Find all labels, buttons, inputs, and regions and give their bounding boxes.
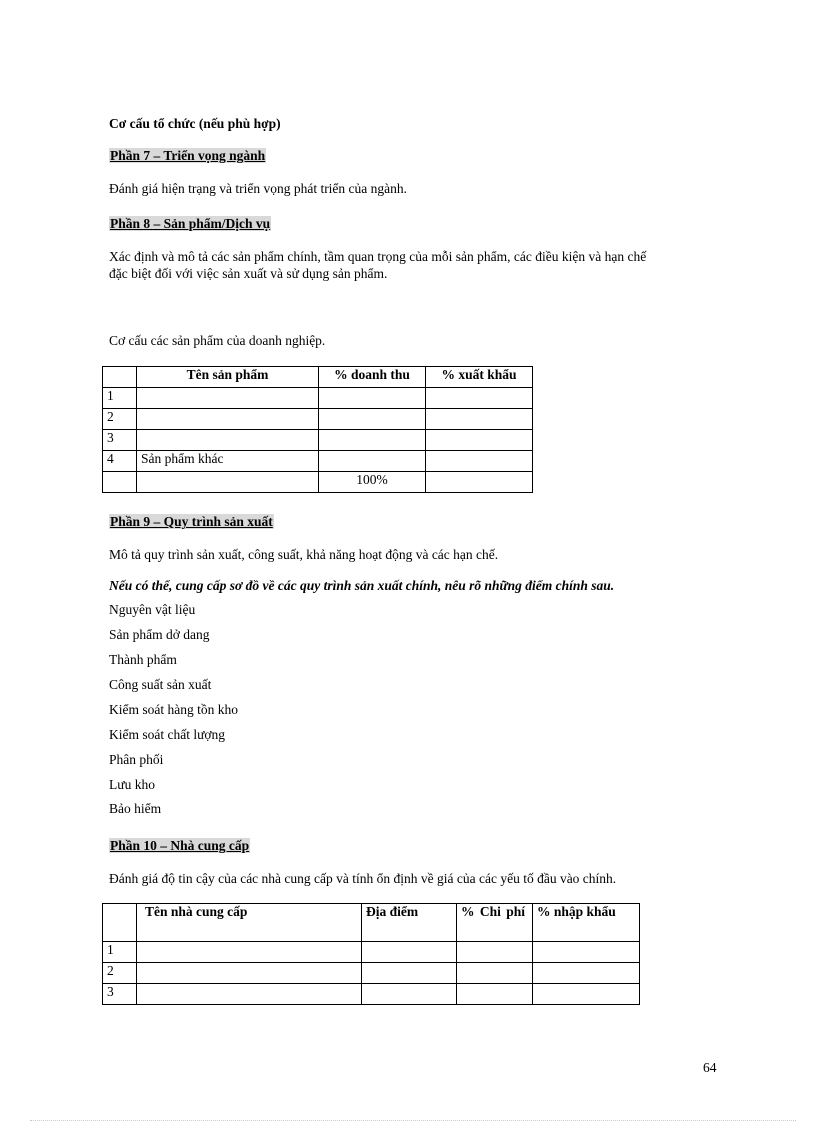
list-item: Kiểm soát chất lượng	[109, 727, 226, 742]
table-row	[103, 451, 533, 472]
table-cell	[137, 984, 362, 1005]
section8-heading-wrap	[109, 216, 271, 232]
product-th-revenue: % doanh thu	[319, 367, 426, 388]
supplier-th-0	[103, 904, 137, 942]
product-th-name: Tên sản phẩm	[137, 367, 319, 388]
table-cell: 1	[103, 942, 137, 963]
section8-text-line1: Xác định và mô tả các sản phẩm chính, tầm quan trọng của mỗi sản phẩm, các điều kiện và hạn chế	[109, 249, 647, 264]
table-cell: 3	[103, 984, 137, 1005]
table-row	[103, 409, 533, 430]
table-row	[103, 388, 533, 409]
table-cell	[362, 942, 457, 963]
table-cell: 1	[103, 388, 137, 409]
org-structure-title: Cơ cấu tổ chức (nếu phù hợp)	[109, 116, 281, 131]
section9-note: Nếu có thể, cung cấp sơ đồ về các quy trình sản xuất chính, nêu rõ những điểm chính sau.	[109, 578, 615, 593]
table-cell	[319, 409, 426, 430]
section7-heading-wrap	[109, 148, 266, 164]
table-cell-total: 100%	[319, 472, 426, 493]
table-cell	[103, 472, 137, 493]
supplier-table	[102, 903, 640, 1005]
supplier-th-import: % nhập khẩu	[533, 904, 640, 942]
product-table	[102, 366, 533, 493]
table-cell	[426, 430, 533, 451]
product-table-header	[103, 367, 533, 388]
table-cell	[137, 430, 319, 451]
table-cell	[457, 942, 533, 963]
table-cell: 2	[103, 409, 137, 430]
table-cell	[319, 430, 426, 451]
page-number: 64	[703, 1060, 717, 1075]
section7-text: Đánh giá hiện trạng và triển vọng phát triển của ngành.	[109, 181, 408, 196]
table-cell	[426, 472, 533, 493]
table-cell	[362, 963, 457, 984]
product-th-export: % xuất khẩu	[426, 367, 533, 388]
table-cell: 3	[103, 430, 137, 451]
table-row	[103, 963, 640, 984]
table-cell	[426, 388, 533, 409]
table-cell	[426, 409, 533, 430]
product-th-0	[103, 367, 137, 388]
list-item: Lưu kho	[109, 777, 155, 792]
section9-heading-wrap	[109, 514, 274, 530]
product-table-caption: Cơ cấu các sản phẩm của doanh nghiệp.	[109, 333, 326, 348]
table-cell	[457, 963, 533, 984]
page-bottom-divider	[30, 1120, 796, 1121]
table-cell: Sản phẩm khác	[137, 451, 319, 472]
section7-heading: Phần 7 – Triển vọng ngành	[110, 148, 266, 163]
table-row	[103, 472, 533, 493]
supplier-th-cost: % Chi phí	[457, 904, 533, 942]
table-cell	[137, 472, 319, 493]
section9-text: Mô tả quy trình sản xuất, công suất, khả năng hoạt động và các hạn chế.	[109, 547, 499, 562]
table-cell	[137, 409, 319, 430]
list-item: Thành phẩm	[109, 652, 177, 667]
table-cell	[362, 984, 457, 1005]
table-cell	[426, 451, 533, 472]
table-cell: 2	[103, 963, 137, 984]
list-item: Công suất sản xuất	[109, 677, 212, 692]
table-cell	[533, 984, 640, 1005]
section8-text-line2: đặc biệt đối với việc sản xuất và sử dụng sản phẩm.	[109, 266, 388, 281]
section10-heading-wrap	[109, 838, 250, 854]
list-item: Bảo hiểm	[109, 801, 162, 816]
table-row	[103, 984, 640, 1005]
table-cell	[137, 963, 362, 984]
table-cell	[533, 942, 640, 963]
table-cell	[137, 942, 362, 963]
table-row	[103, 430, 533, 451]
table-cell	[457, 984, 533, 1005]
table-cell	[319, 451, 426, 472]
list-item: Nguyên vật liệu	[109, 602, 196, 617]
list-item: Kiểm soát hàng tồn kho	[109, 702, 238, 717]
section8-heading: Phần 8 – Sản phẩm/Dịch vụ	[110, 216, 271, 231]
table-cell: 4	[103, 451, 137, 472]
list-item: Sản phẩm dở dang	[109, 627, 210, 642]
supplier-th-location: Địa điểm	[362, 904, 457, 942]
section10-heading: Phần 10 – Nhà cung cấp	[110, 838, 250, 853]
table-cell	[137, 388, 319, 409]
supplier-table-header	[103, 904, 640, 942]
table-cell	[319, 388, 426, 409]
table-row	[103, 942, 640, 963]
section10-text: Đánh giá độ tin cậy của các nhà cung cấp và tính ổn định về giá của các yếu tố đầu vào chính.	[109, 871, 617, 886]
list-item: Phân phối	[109, 752, 164, 767]
section9-heading: Phần 9 – Quy trình sản xuất	[110, 514, 273, 529]
table-cell	[533, 963, 640, 984]
supplier-th-name: Tên nhà cung cấp	[137, 904, 362, 942]
